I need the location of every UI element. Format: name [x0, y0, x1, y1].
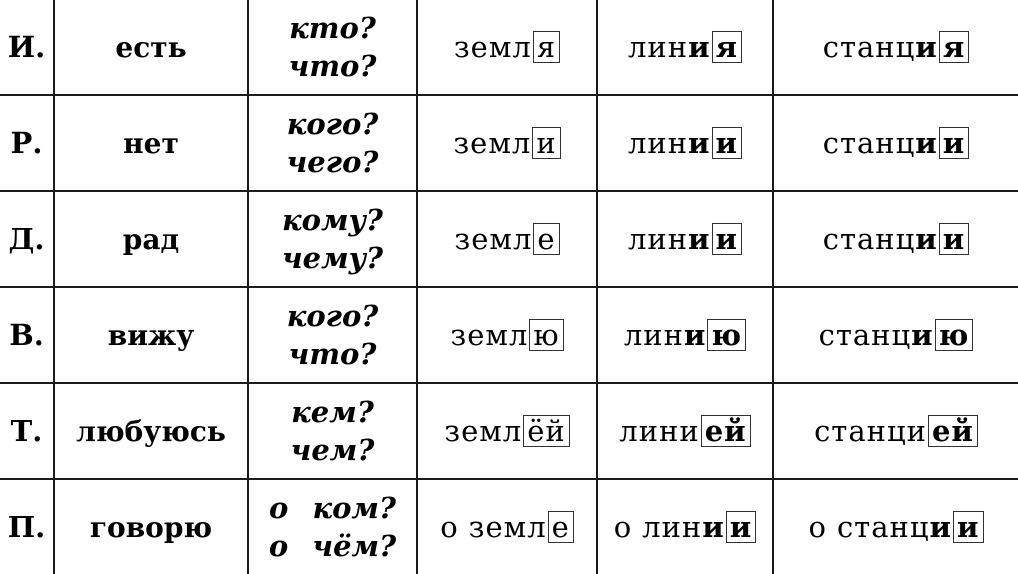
question-cell [248, 0, 417, 95]
noun-stem: лин [642, 510, 703, 544]
stem-vowel: и [915, 126, 938, 160]
table-row [0, 479, 1018, 574]
helper-word: нет [123, 126, 179, 160]
noun-stem: станц [822, 30, 916, 64]
noun-stem: земл [453, 126, 532, 160]
preposition: о [613, 510, 633, 544]
noun-ending: я [533, 31, 560, 63]
noun-stem: земл [450, 318, 529, 352]
noun-liniya-cell [597, 191, 773, 287]
noun-stanciya-cell [773, 0, 1018, 95]
stem-vowel: и [702, 510, 725, 544]
noun-stanciya-cell [773, 191, 1018, 287]
question: чему? [281, 241, 384, 275]
question: кем? [291, 395, 374, 429]
noun-zemlya-cell [417, 95, 597, 191]
stem-vowel: и [683, 318, 707, 352]
case-cell [0, 479, 54, 574]
noun-stanciya-cell [773, 95, 1018, 191]
stem-vowel: и [929, 510, 953, 544]
noun-ending: ей [701, 415, 751, 447]
question: о чём? [268, 529, 397, 563]
table-row [0, 0, 1018, 95]
question-cell [248, 479, 417, 574]
case-cell [0, 95, 54, 191]
stem-vowel: и [688, 222, 711, 256]
case-cell [0, 287, 54, 383]
noun-liniya-cell [597, 95, 773, 191]
noun-stem: земл [453, 30, 532, 64]
helper-word: есть [115, 30, 187, 64]
question: чем? [290, 433, 375, 467]
case-abbreviation: П. [7, 510, 46, 544]
noun-stem: земл [454, 222, 533, 256]
noun-stanciya-cell [773, 479, 1018, 574]
noun-ending: и [712, 223, 743, 255]
noun-zemlya-cell [417, 191, 597, 287]
question: кого? [286, 107, 379, 141]
noun-stem: станц [836, 510, 930, 544]
question-cell [248, 191, 417, 287]
helper-word-cell [54, 0, 248, 95]
noun-ending: ю [707, 319, 746, 351]
noun-stem: земл [444, 414, 523, 448]
noun-ending: я [939, 31, 969, 63]
noun-ending: ю [529, 319, 563, 351]
helper-word-cell [54, 191, 248, 287]
helper-word-cell [54, 383, 248, 479]
noun-zemlya-cell [417, 287, 597, 383]
noun-stem: лини [619, 414, 700, 448]
case-abbreviation: И. [7, 30, 46, 64]
stem-vowel: и [915, 30, 938, 64]
stem-vowel: и [688, 30, 711, 64]
helper-word: говорю [89, 510, 213, 544]
question: о ком? [269, 491, 396, 525]
case-abbreviation: Т. [10, 414, 43, 448]
question: что? [288, 337, 377, 371]
noun-stanciya-cell [773, 287, 1018, 383]
case-abbreviation: В. [9, 318, 44, 352]
noun-ending: и [939, 223, 970, 255]
question-cell [248, 383, 417, 479]
noun-stem: лин [627, 126, 689, 160]
stem-vowel: и [688, 126, 711, 160]
preposition: о [440, 510, 459, 544]
noun-stem: станц [822, 222, 916, 256]
helper-word: вижу [107, 318, 195, 352]
noun-zemlya-cell [417, 383, 597, 479]
table-row [0, 95, 1018, 191]
helper-word-cell [54, 287, 248, 383]
question-cell [248, 95, 417, 191]
case-abbreviation: Р. [10, 126, 43, 160]
question: что? [288, 49, 377, 83]
question: кого? [286, 299, 379, 333]
noun-ending: и [712, 127, 743, 159]
helper-word-cell [54, 95, 248, 191]
noun-stanciya-cell [773, 383, 1018, 479]
helper-word: рад [122, 222, 180, 256]
noun-ending: и [939, 127, 970, 159]
noun-stem: лин [623, 318, 684, 352]
table-row [0, 191, 1018, 287]
noun-ending: ю [935, 319, 974, 351]
noun-ending: ей [928, 415, 978, 447]
noun-ending: ёй [523, 415, 570, 447]
table-row [0, 383, 1018, 479]
table-row [0, 287, 1018, 383]
noun-stem: станц [822, 126, 916, 160]
question-cell [248, 287, 417, 383]
question: кто? [289, 11, 376, 45]
question: чего? [286, 145, 379, 179]
case-cell [0, 383, 54, 479]
noun-ending: и [726, 511, 757, 543]
preposition: о [808, 510, 827, 544]
stem-vowel: и [915, 222, 938, 256]
noun-liniya-cell [597, 287, 773, 383]
noun-stem: станц [818, 318, 912, 352]
noun-stem: станци [814, 414, 927, 448]
noun-liniya-cell [597, 0, 773, 95]
noun-ending: я [712, 31, 742, 63]
helper-word-cell [54, 479, 248, 574]
case-abbreviation: Д. [8, 222, 45, 256]
case-cell [0, 191, 54, 287]
noun-liniya-cell [597, 383, 773, 479]
noun-stem: лин [627, 30, 689, 64]
noun-ending: е [533, 223, 559, 255]
noun-ending: и [953, 511, 984, 543]
stem-vowel: и [911, 318, 934, 352]
helper-word: любуюсь [76, 414, 226, 448]
noun-zemlya-cell [417, 0, 597, 95]
noun-liniya-cell [597, 479, 773, 574]
question: кому? [282, 203, 383, 237]
case-cell [0, 0, 54, 95]
noun-stem: земл [468, 510, 547, 544]
noun-ending: и [532, 127, 560, 159]
noun-ending: е [548, 511, 574, 543]
noun-stem: лин [627, 222, 689, 256]
noun-zemlya-cell [417, 479, 597, 574]
